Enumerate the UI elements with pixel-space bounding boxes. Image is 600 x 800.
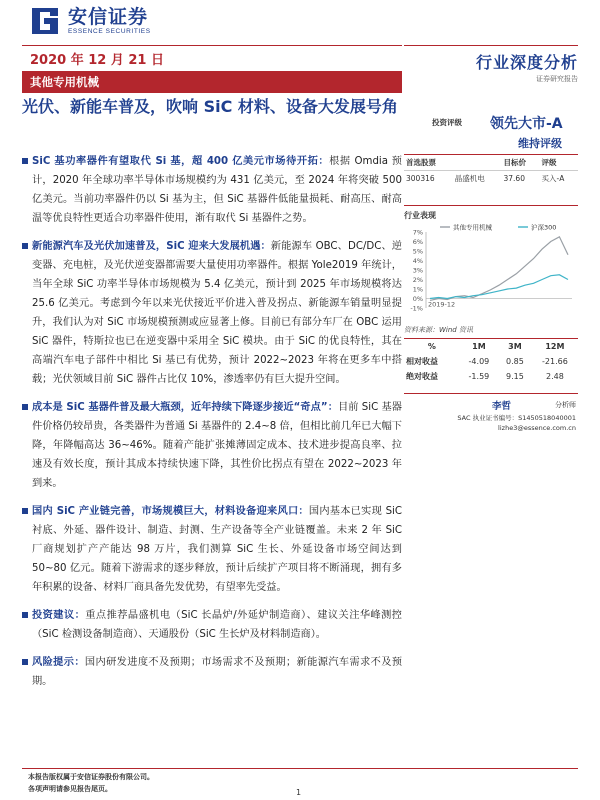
date-row xyxy=(22,45,402,67)
logo-cn-text: 安信证券 xyxy=(68,6,149,28)
analyst-name: 李哲 xyxy=(492,401,512,412)
table-row xyxy=(404,369,578,384)
y-tick-label: 0% xyxy=(412,295,423,303)
bullet-square-icon xyxy=(22,508,28,514)
bullet-square-icon xyxy=(22,158,28,164)
perf-cell: 2.48 xyxy=(546,372,564,381)
bullet-square-icon xyxy=(22,612,28,618)
industry-category: 其他专用机械 xyxy=(30,75,99,89)
para-body: 新能源车 OBC、DC/DC、逆变器、充电桩，及光伏逆变器都需要大量使用功率器件。根据 Yole2019 年统计，当年全球 SiC 功率半导体市场规模为 5.4 亿美元，预计到 2025 年市场规模将达 25.6 亿美元。考虑到今年以来光伏接近平价进入普及拐点、新能源车销量明显提升，我们认为对 SiC 市场规模预测或应显著上修。目前已有部分车厂在 OBC 运用 SiC 器件，特斯拉也已在逆变器中采用全 SiC 模块。由于 SiC 的优良特性，其在高端汽车电子部件中相比 Si 基已有优势，预计 2022~2023 年将在更多车中搭载；光伏领域目前 SiC 器件占比仅 10%，渗透率仍有巨大提升空间。 xyxy=(32,241,402,385)
main-body xyxy=(22,152,402,700)
category-bar xyxy=(22,71,402,93)
analyst-role: 分析师 xyxy=(555,401,576,409)
table-row xyxy=(404,354,578,369)
para-body: 国内基本已实现 SiC 衬底、外延、器件设计、制造、封测、生产设备等全产业链覆盖。未来 2 年 SiC 厂商规划扩产产能达 98 万片，我们测算 SiC 生长、外延设备市场空间达到 50~80 亿元。随着下游需求的逐步释放，预计后续扩产项目将不断涌现，拥有多年积累的设备、材料厂商具备先发优势，有望率先受益。 xyxy=(32,506,402,593)
perf-table-header xyxy=(404,339,578,355)
para-heading: 投资建议： xyxy=(32,610,86,621)
y-tick-label: 4% xyxy=(412,257,423,265)
series-line-hs300 xyxy=(430,275,568,299)
para-heading: 成本是 SiC 基器件普及最大瓶颈，近年持续下降逐步接近“奇点”： xyxy=(32,402,338,413)
y-tick-label: 1% xyxy=(412,285,423,294)
perf-cell: -21.66 xyxy=(542,357,568,366)
perf-header-cell: 12M xyxy=(545,342,565,351)
stock-header-cell: 目标价 xyxy=(502,155,540,171)
list-item xyxy=(22,237,402,389)
bullet-square-icon xyxy=(22,243,28,249)
y-tick-label: 6% xyxy=(412,238,423,246)
para-heading: 国内 SiC 产业链完善，市场规模巨大，材料设备迎来风口： xyxy=(32,506,309,517)
bullet-square-icon xyxy=(22,404,28,410)
list-item xyxy=(22,398,402,493)
list-item xyxy=(22,653,402,691)
target-price: 37.60 xyxy=(503,174,525,183)
para-heading: 新能源汽车及光伏加速普及，SiC 迎来大发展机遇： xyxy=(32,241,271,252)
list-item xyxy=(22,502,402,597)
analyst-sac: SAC 执业证书编号：S1450518040001 xyxy=(457,414,576,422)
perf-header-cell: % xyxy=(427,342,436,351)
page-number: 1 xyxy=(296,788,302,797)
y-tick-label: -1% xyxy=(410,304,423,313)
header-left xyxy=(22,45,402,93)
para-body: 目前 SiC 基器件价格仍较昂贵，各类器件为普通 Si 基器件的 2.4~8 倍，但相比前几年已大幅下降，年降幅高达 36~46%。随着产能扩张摊薄固定成本、技术进步提高良率、拉速及有效长度，预计其成本持续快速下降，其性价比拐点有望在 2022~2023 年到来。 xyxy=(32,402,402,489)
stock-table-header xyxy=(404,155,578,171)
para-body: 根据 Omdia 预计，2020 年全球功率半导体市场规模约为 431 亿美元，至 2024 年将突破 500 亿美元。当前功率器件仍以 Si 基为主，但 SiC 基器件低能量损耗、耐高压、耐高温等优良特性更适合功率器件使用，渐有取代 Si 基器件之势。 xyxy=(32,156,402,224)
stock-header-cell: 评级 xyxy=(539,155,578,171)
legend-label: 沪深300 xyxy=(531,223,557,232)
footer-divider xyxy=(22,768,578,769)
list-item xyxy=(22,152,402,228)
report-title: 光伏、新能车普及，吹响 SiC 材料、设备大发展号角 xyxy=(22,97,398,116)
footer-disclaimer: 各项声明请参见报告尾页。 xyxy=(28,785,112,793)
y-tick-label: 2% xyxy=(412,276,423,284)
header-right xyxy=(404,45,578,89)
para-heading: SiC 基功率器件有望取代 Si 基，超 400 亿美元市场待开拓： xyxy=(32,156,330,167)
rating-change: 维持评级 xyxy=(518,137,562,150)
para-body: 重点推荐晶盛机电（SiC 长晶炉/外延炉制造商）、建议关注华峰测控（SiC 检测设备制造商）、天通股份（SiC 生长炉及材料制造商）。 xyxy=(32,610,402,640)
company-logo xyxy=(28,6,151,36)
table-row xyxy=(404,171,578,187)
bullet-square-icon xyxy=(22,659,28,665)
para-body: 国内研发进度不及预期；市场需求不及预期；新能源汽车需求不及预期。 xyxy=(32,657,403,687)
performance-table xyxy=(404,338,578,384)
stock-header-cell: 首选股票 xyxy=(404,155,453,171)
perf-title: 行业表现 xyxy=(404,205,578,221)
perf-cell: 0.85 xyxy=(506,357,524,366)
footer-copyright: 本报告版权属于安信证券股份有限公司。 xyxy=(28,773,154,781)
stock-name: 晶盛机电 xyxy=(454,174,485,183)
stock-header-cell xyxy=(453,155,502,171)
para-heading: 风险提示： xyxy=(32,657,85,668)
legend-label: 其他专用机械 xyxy=(453,223,492,232)
perf-cell: 9.15 xyxy=(506,372,524,381)
x-tick-label: 2019-12 xyxy=(428,300,456,309)
list-item xyxy=(22,606,402,644)
chart-source: 资料来源：Wind 资讯 xyxy=(404,326,473,334)
report-date: 2020 年 12 月 21 日 xyxy=(30,53,164,68)
report-subtitle: 证券研究报告 xyxy=(536,75,578,83)
stock-rating: 买入-A xyxy=(541,174,565,183)
row-label: 相对收益 xyxy=(406,357,438,366)
stock-table xyxy=(404,154,578,186)
perf-header-cell: 1M xyxy=(472,342,486,351)
perf-cell: -1.59 xyxy=(468,372,490,381)
rating-label: 投资评级 xyxy=(432,118,462,127)
industry-performance-chart xyxy=(404,222,578,322)
perf-header-cell: 3M xyxy=(508,342,522,351)
rating-value: 领先大市-A xyxy=(490,116,563,132)
report-type: 行业深度分析 xyxy=(475,53,578,72)
stock-code: 300316 xyxy=(406,174,435,183)
y-tick-label: 7% xyxy=(412,228,423,237)
y-tick-label: 5% xyxy=(412,247,423,256)
analyst-email[interactable]: lizhe3@essence.com.cn xyxy=(498,424,576,432)
analyst-block xyxy=(404,393,578,432)
row-label: 绝对收益 xyxy=(406,372,438,381)
perf-cell: -4.09 xyxy=(468,357,490,366)
logo-mark-icon xyxy=(28,6,62,36)
y-tick-label: 3% xyxy=(412,266,423,275)
logo-en-text: ESSENCE SECURITIES xyxy=(68,28,151,35)
